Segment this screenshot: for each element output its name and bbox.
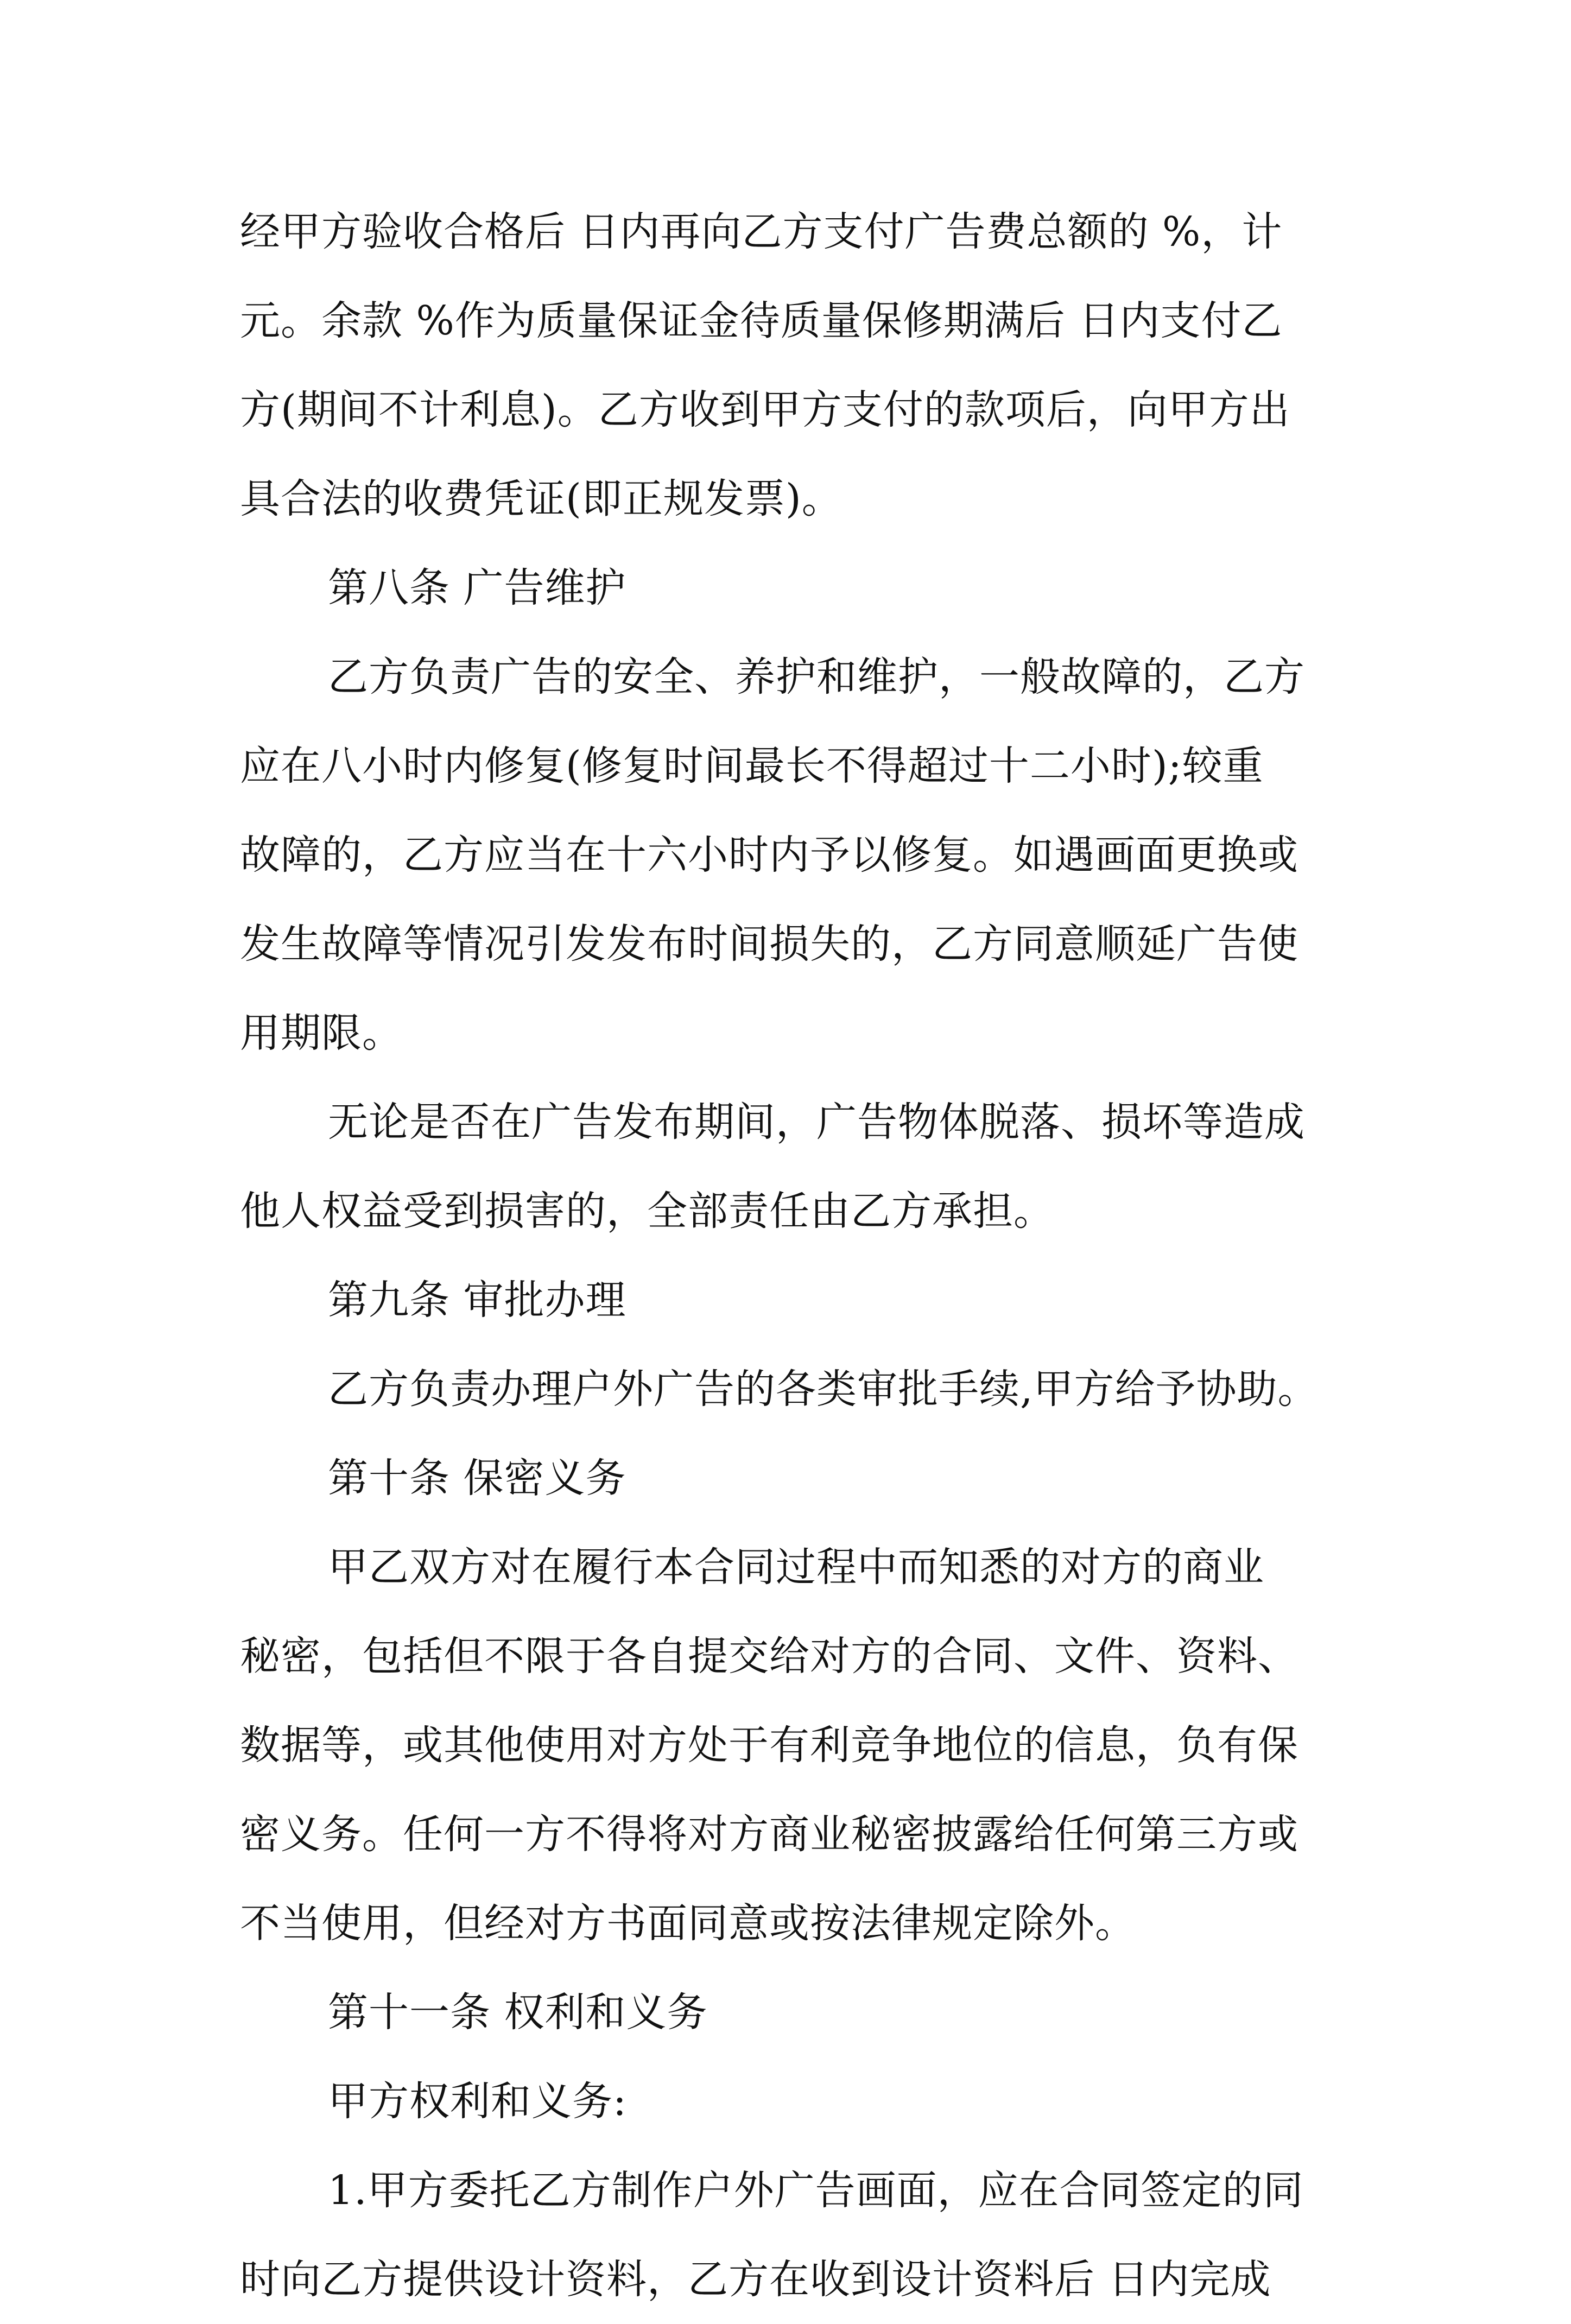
document-line: 第十条 保密义务 [328, 1455, 626, 1502]
document-line: 乙方负责广告的安全、养护和维护，一般故障的，乙方 [328, 654, 1305, 700]
document-line: 数据等，或其他使用对方处于有利竞争地位的信息，负有保 [240, 1722, 1298, 1769]
document-line: 他人权益受到损害的，全部责任由乙方承担。 [240, 1188, 1054, 1234]
document-line: 元。余款 %作为质量保证金待质量保修期满后 日内支付乙 [240, 297, 1283, 344]
document-line: 经甲方验收合格后 日内再向乙方支付广告费总额的 %，计 [240, 208, 1283, 255]
document-line: 发生故障等情况引发发布时间损失的，乙方同意顺延广告使 [240, 921, 1298, 967]
document-line: 方(期间不计利息)。乙方收到甲方支付的款项后，向甲方出 [240, 387, 1290, 433]
document-line: 用期限。 [240, 1010, 403, 1056]
document-line: 乙方负责办理户外广告的各类审批手续,甲方给予协助。 [328, 1366, 1319, 1413]
document-line: 密义务。任何一方不得将对方商业秘密披露给任何第三方或 [240, 1811, 1298, 1858]
document-line: 无论是否在广告发布期间，广告物体脱落、损坏等造成 [328, 1099, 1305, 1145]
document-line: 时向乙方提供设计资料，乙方在收到设计资料后 日内完成 [240, 2256, 1271, 2303]
document-line: 应在八小时内修复(修复时间最长不得超过十二小时);较重 [240, 743, 1264, 789]
document-line: 具合法的收费凭证(即正规发票)。 [240, 476, 842, 522]
document-line: 1.甲方委托乙方制作户外广告画面，应在合同签定的同 [328, 2167, 1304, 2214]
document-body [240, 187, 1347, 2324]
document-line: 秘密，包括但不限于各自提交给对方的合同、文件、资料、 [240, 1633, 1298, 1680]
document-line: 第九条 审批办理 [328, 1277, 626, 1324]
document-line: 不当使用，但经对方书面同意或按法律规定除外。 [240, 1900, 1136, 1947]
document-line: 故障的，乙方应当在十六小时内予以修复。如遇画面更换或 [240, 832, 1298, 878]
document-line: 第八条 广告维护 [328, 565, 626, 611]
document-line: 甲方权利和义务: [328, 2078, 627, 2125]
document-line: 第十一条 权利和义务 [328, 1989, 708, 2036]
document-line: 甲乙双方对在履行本合同过程中而知悉的对方的商业 [328, 1544, 1264, 1591]
